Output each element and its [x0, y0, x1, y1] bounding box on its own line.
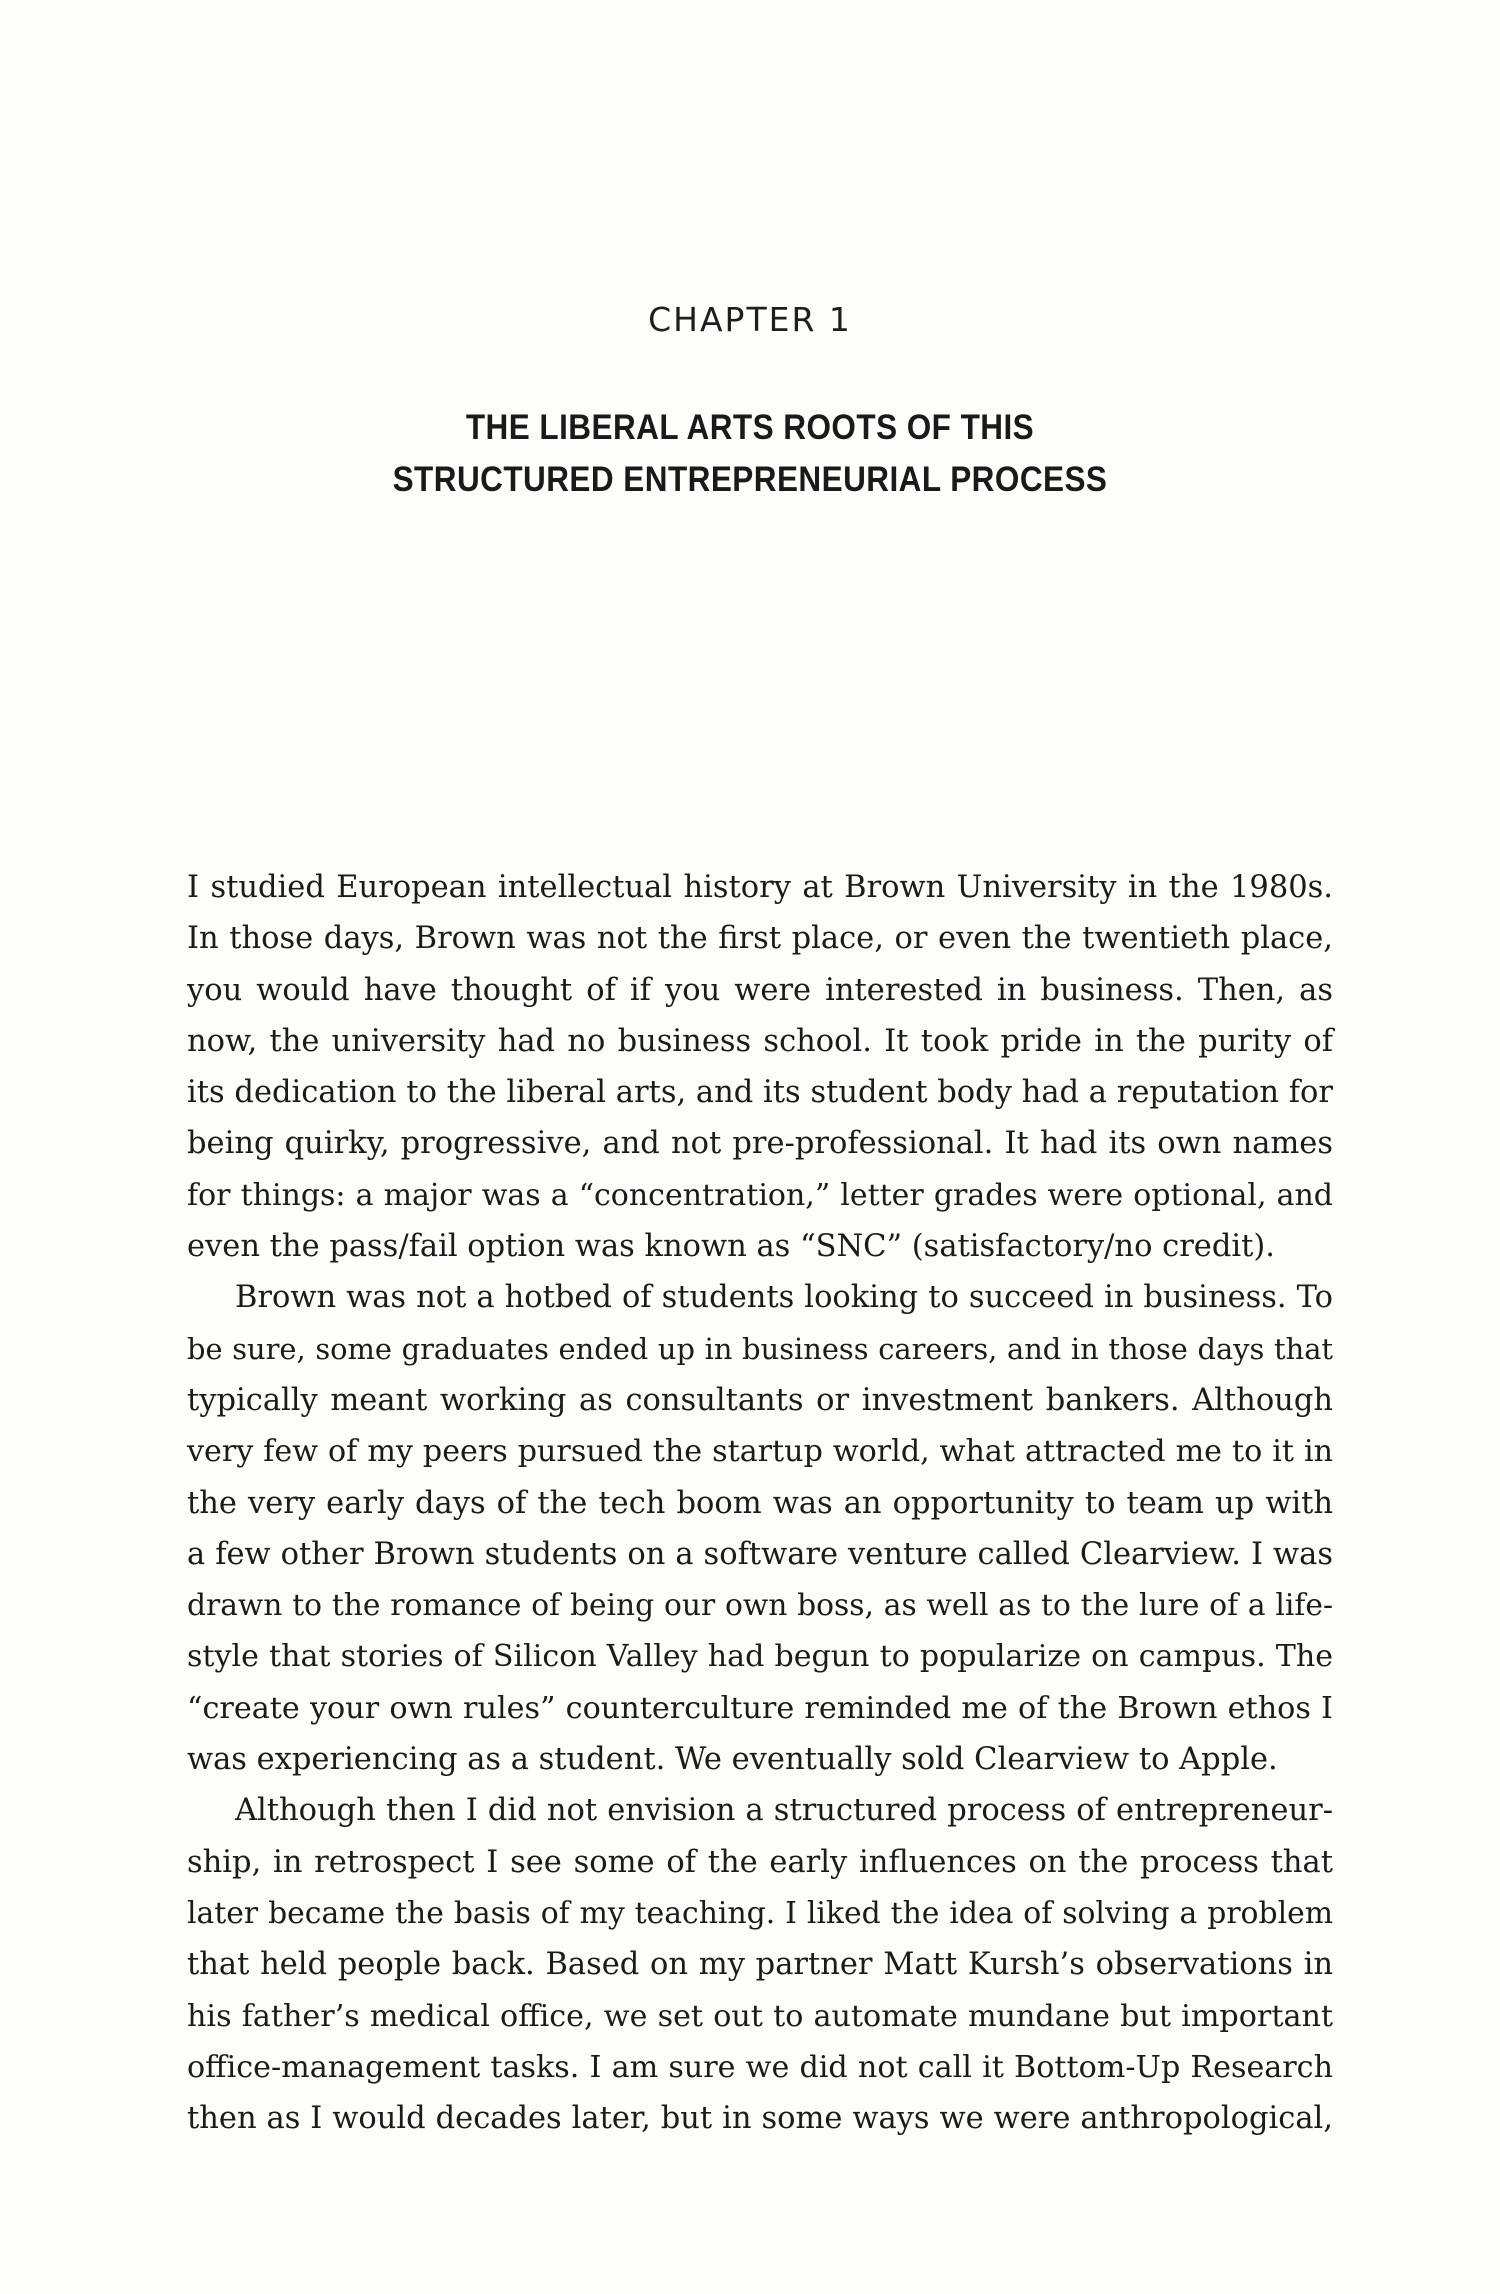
text-line: typically meant working as consultants or investment bankers. Although [187, 1382, 1333, 1418]
text-line: be sure, some graduates ended up in business careers, and in those days that [187, 1331, 1333, 1366]
chapter-title-line-2: STRUCTURED ENTREPRENEURIAL PROCESS [392, 460, 1108, 499]
text-line: now, the university had no business school. It took pride in the purity of [187, 1023, 1333, 1059]
text-line: even the pass/fail option was known as “SNC” (satisfactory/no credit). [187, 1229, 1275, 1265]
text-line: “create your own rules” counterculture reminded me of the Brown ethos I [187, 1690, 1333, 1726]
text-line: its dedication to the liberal arts, and its student body had a reputation for [187, 1075, 1333, 1111]
text-line: ship, in retrospect I see some of the early influences on the process that [187, 1844, 1333, 1880]
text-line: the very early days of the tech boom was an opportunity to team up with [187, 1485, 1333, 1521]
body-text [187, 862, 1333, 2144]
text-line: Brown was not a hotbed of students looking to succeed in business. To [235, 1280, 1333, 1316]
text-line: drawn to the romance of being our own boss, as well as to the lure of a life- [187, 1588, 1333, 1624]
chapter-title [0, 402, 1500, 506]
text-line: later became the basis of my teaching. I liked the idea of solving a problem [187, 1895, 1333, 1931]
text-line: then as I would decades later, but in some ways we were anthropological, [187, 2101, 1333, 2137]
chapter-label: CHAPTER 1 [648, 300, 852, 339]
text-line: you would have thought of if you were interested in business. Then, as [187, 972, 1333, 1008]
text-line: I studied European intellectual history at Brown University in the 1980s. [187, 870, 1333, 905]
text-line: that held people back. Based on my partner Matt Kursh’s observations in [187, 1947, 1333, 1983]
text-line: style that stories of Silicon Valley had begun to popularize on campus. The [187, 1639, 1333, 1675]
chapter-title-line-1: THE LIBERAL ARTS ROOTS OF THIS [465, 408, 1035, 447]
text-line: was experiencing as a student. We eventually sold Clearview to Apple. [187, 1742, 1278, 1778]
text-line: a few other Brown students on a software venture called Clearview. I was [187, 1536, 1333, 1572]
text-line: being quirky, progressive, and not pre-professional. It had its own names [187, 1126, 1333, 1162]
text-line: very few of my peers pursued the startup world, what attracted me to it in [187, 1434, 1333, 1470]
text-line: his father’s medical office, we set out to automate mundane but important [187, 1998, 1333, 2034]
text-line: for things: a major was a “concentration,” letter grades were optional, and [187, 1177, 1333, 1213]
text-line: office-management tasks. I am sure we did not call it Bottom-Up Research [187, 2049, 1333, 2085]
text-line: In those days, Brown was not the first place, or even the twentieth place, [187, 921, 1333, 957]
text-line: Although then I did not envision a structured process of entrepreneur- [235, 1793, 1333, 1829]
